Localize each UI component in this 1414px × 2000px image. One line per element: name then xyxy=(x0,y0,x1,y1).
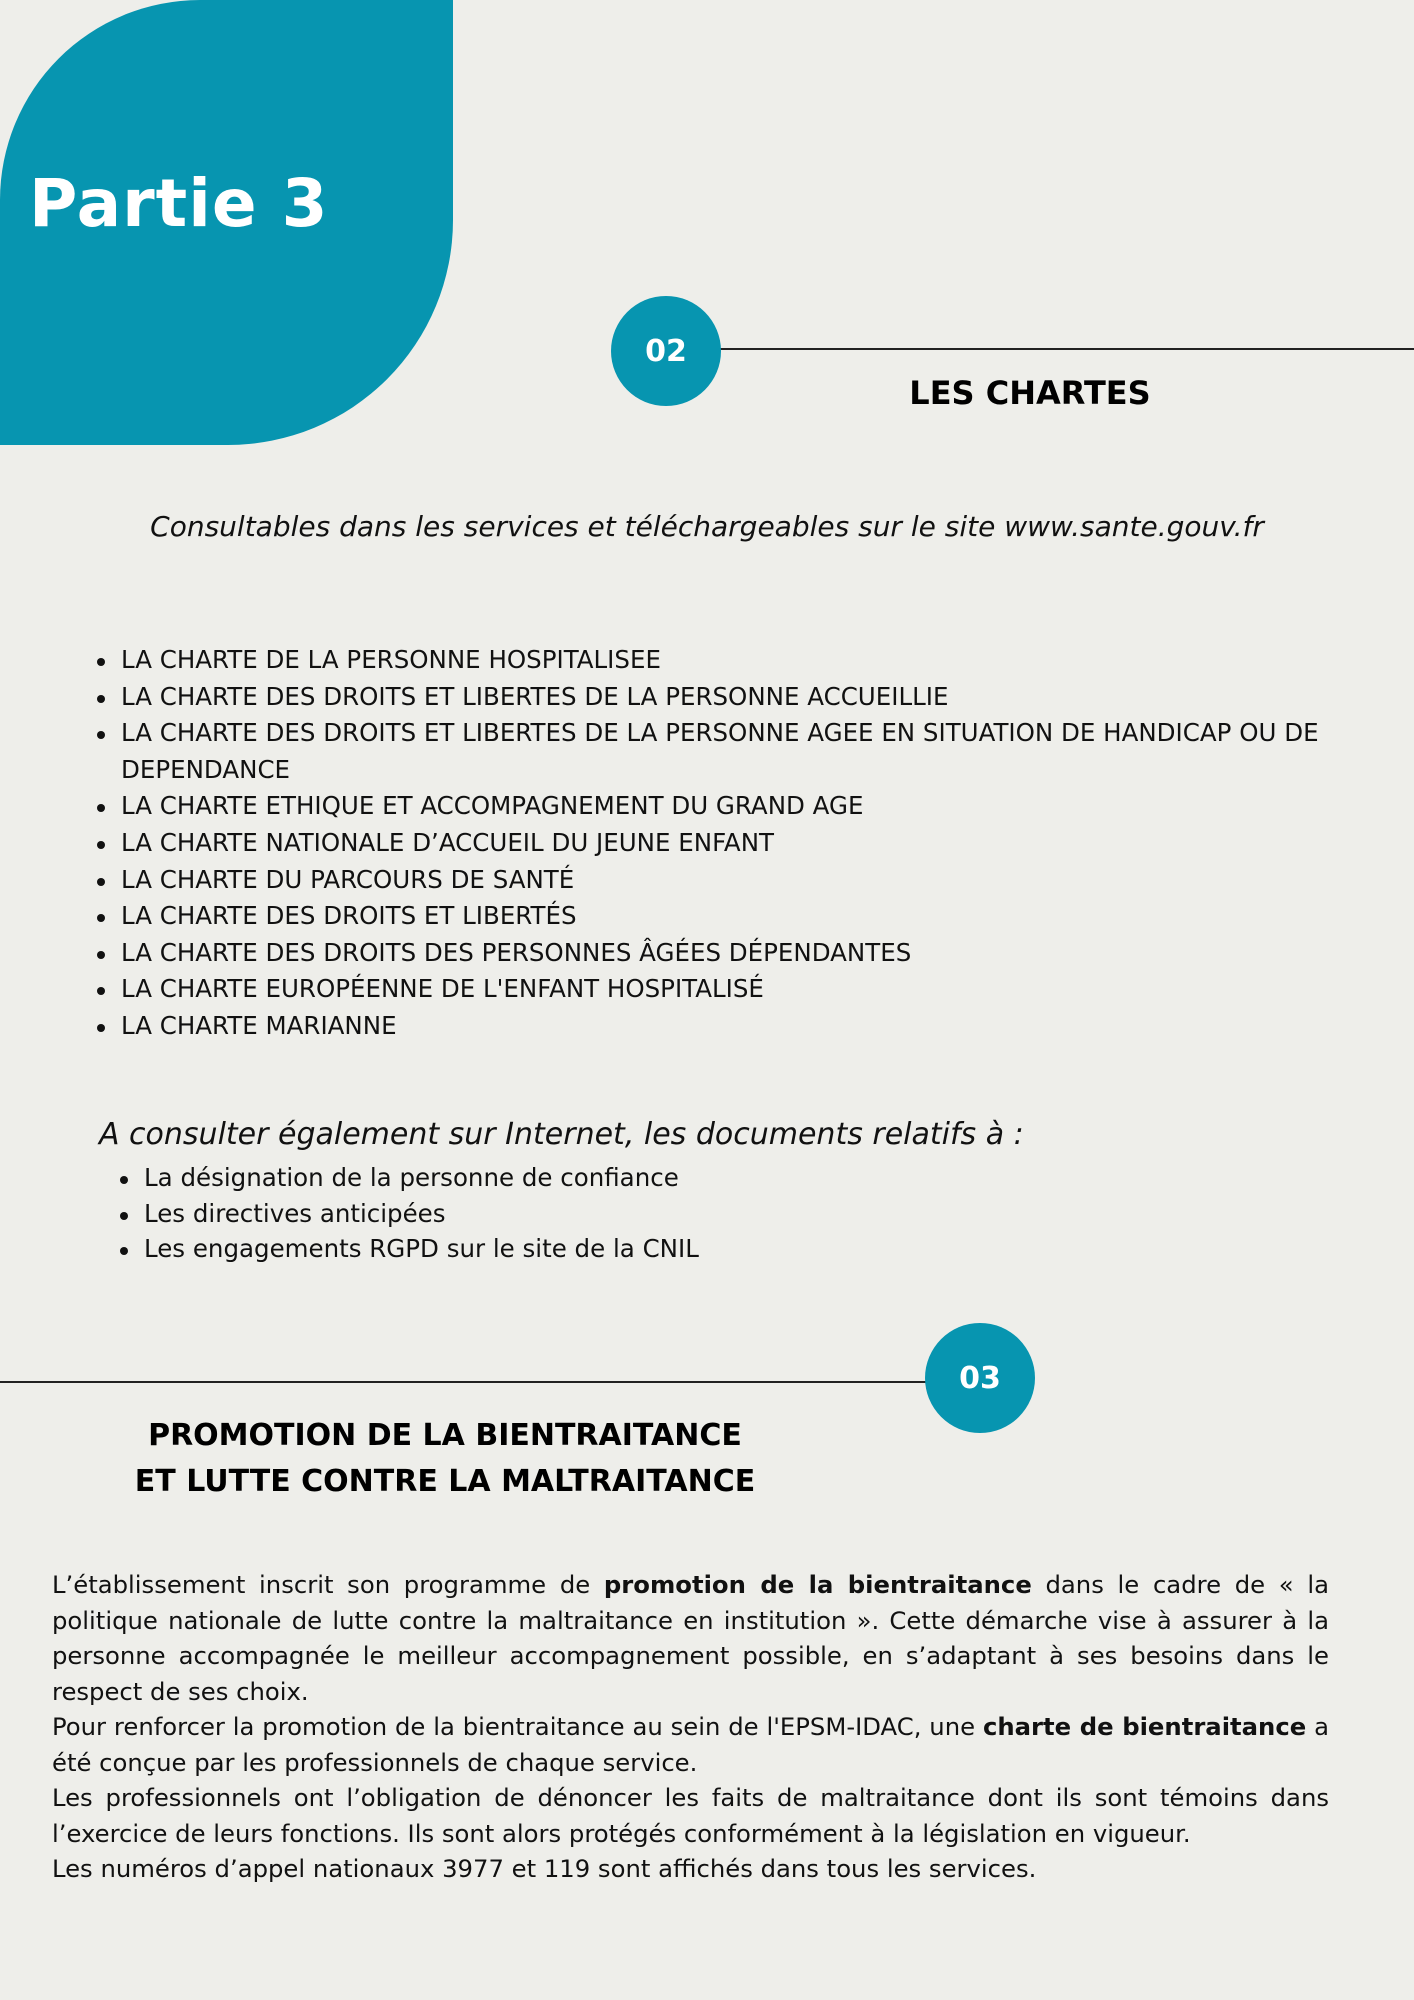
section-02-badge: 02 xyxy=(611,296,721,406)
charters-intro: Consultables dans les services et téléchargeables sur le site www.sante.gouv.fr xyxy=(150,510,1264,543)
list-item: LA CHARTE DES DROITS ET LIBERTES DE LA PERSONNE AGEE EN SITUATION DE HANDICAP OU DE DEPENDANCE xyxy=(97,715,1397,788)
text-run: Pour renforcer la promotion de la bientraitance au sein de l'EPSM-IDAC, une xyxy=(52,1712,983,1741)
paragraph xyxy=(52,1567,1329,1709)
list-item: LA CHARTE DU PARCOURS DE SANTÉ xyxy=(97,862,1397,899)
section-03-title xyxy=(40,1413,850,1505)
list-item: LA CHARTE MARIANNE xyxy=(97,1008,1397,1045)
paragraph xyxy=(52,1709,1329,1780)
text-run: dans le cadre de « la politique nationale de lutte contre la maltraitance en institution ». Cette démarche vise à assurer à la personne accompagnée le meilleur accompagnement possible, en s’adaptant à ses besoins dans le respect de ses choix. xyxy=(52,1570,1329,1706)
text-run: L’établissement inscrit son programme de xyxy=(52,1570,604,1599)
section-03-title-line2: ET LUTTE CONTRE LA MALTRAITANCE xyxy=(134,1464,756,1499)
docs-heading: A consulter également sur Internet, les documents relatifs à : xyxy=(99,1117,1024,1152)
section-03-rule xyxy=(0,1381,930,1383)
list-item: LA CHARTE ETHIQUE ET ACCOMPAGNEMENT DU GRAND AGE xyxy=(97,788,1397,825)
text-run-bold: charte de bientraitance xyxy=(982,1712,1307,1741)
section-02-title: LES CHARTES xyxy=(909,374,1151,412)
list-item: Les directives anticipées xyxy=(120,1196,699,1232)
list-item: LA CHARTE DE LA PERSONNE HOSPITALISEE xyxy=(97,642,1397,679)
list-item: LA CHARTE DES DROITS ET LIBERTÉS xyxy=(97,898,1397,935)
section-03-title-line1: PROMOTION DE LA BIENTRAITANCE xyxy=(148,1418,742,1453)
paragraph: Les numéros d’appel nationaux 3977 et 119 sont affichés dans tous les services. xyxy=(52,1854,1037,1883)
charters-list xyxy=(97,642,1397,1045)
list-item: La désignation de la personne de confiance xyxy=(120,1160,699,1196)
section-02-rule xyxy=(718,348,1414,350)
part-title: Partie 3 xyxy=(29,165,329,242)
paragraph: Les professionnels ont l’obligation de dénoncer les faits de maltraitance dont ils sont témoins dans l’exercice de leurs fonctions. Ils sont alors protégés conformément à la législation en vigueur. xyxy=(52,1783,1329,1848)
text-run-bold: promotion de la bientraitance xyxy=(603,1570,1032,1599)
list-item: LA CHARTE DES DROITS ET LIBERTES DE LA PERSONNE ACCUEILLIE xyxy=(97,679,1397,716)
list-item: LA CHARTE NATIONALE D’ACCUEIL DU JEUNE ENFANT xyxy=(97,825,1397,862)
text-run: a été conçue par les professionnels de chaque service. xyxy=(52,1712,1329,1777)
bientraitance-text xyxy=(52,1567,1329,1887)
list-item: Les engagements RGPD sur le site de la CNIL xyxy=(120,1231,699,1267)
docs-list xyxy=(120,1160,699,1267)
list-item: LA CHARTE EUROPÉENNE DE L'ENFANT HOSPITALISÉ xyxy=(97,971,1397,1008)
section-03-badge: 03 xyxy=(925,1323,1035,1433)
list-item: LA CHARTE DES DROITS DES PERSONNES ÂGÉES DÉPENDANTES xyxy=(97,935,1397,972)
